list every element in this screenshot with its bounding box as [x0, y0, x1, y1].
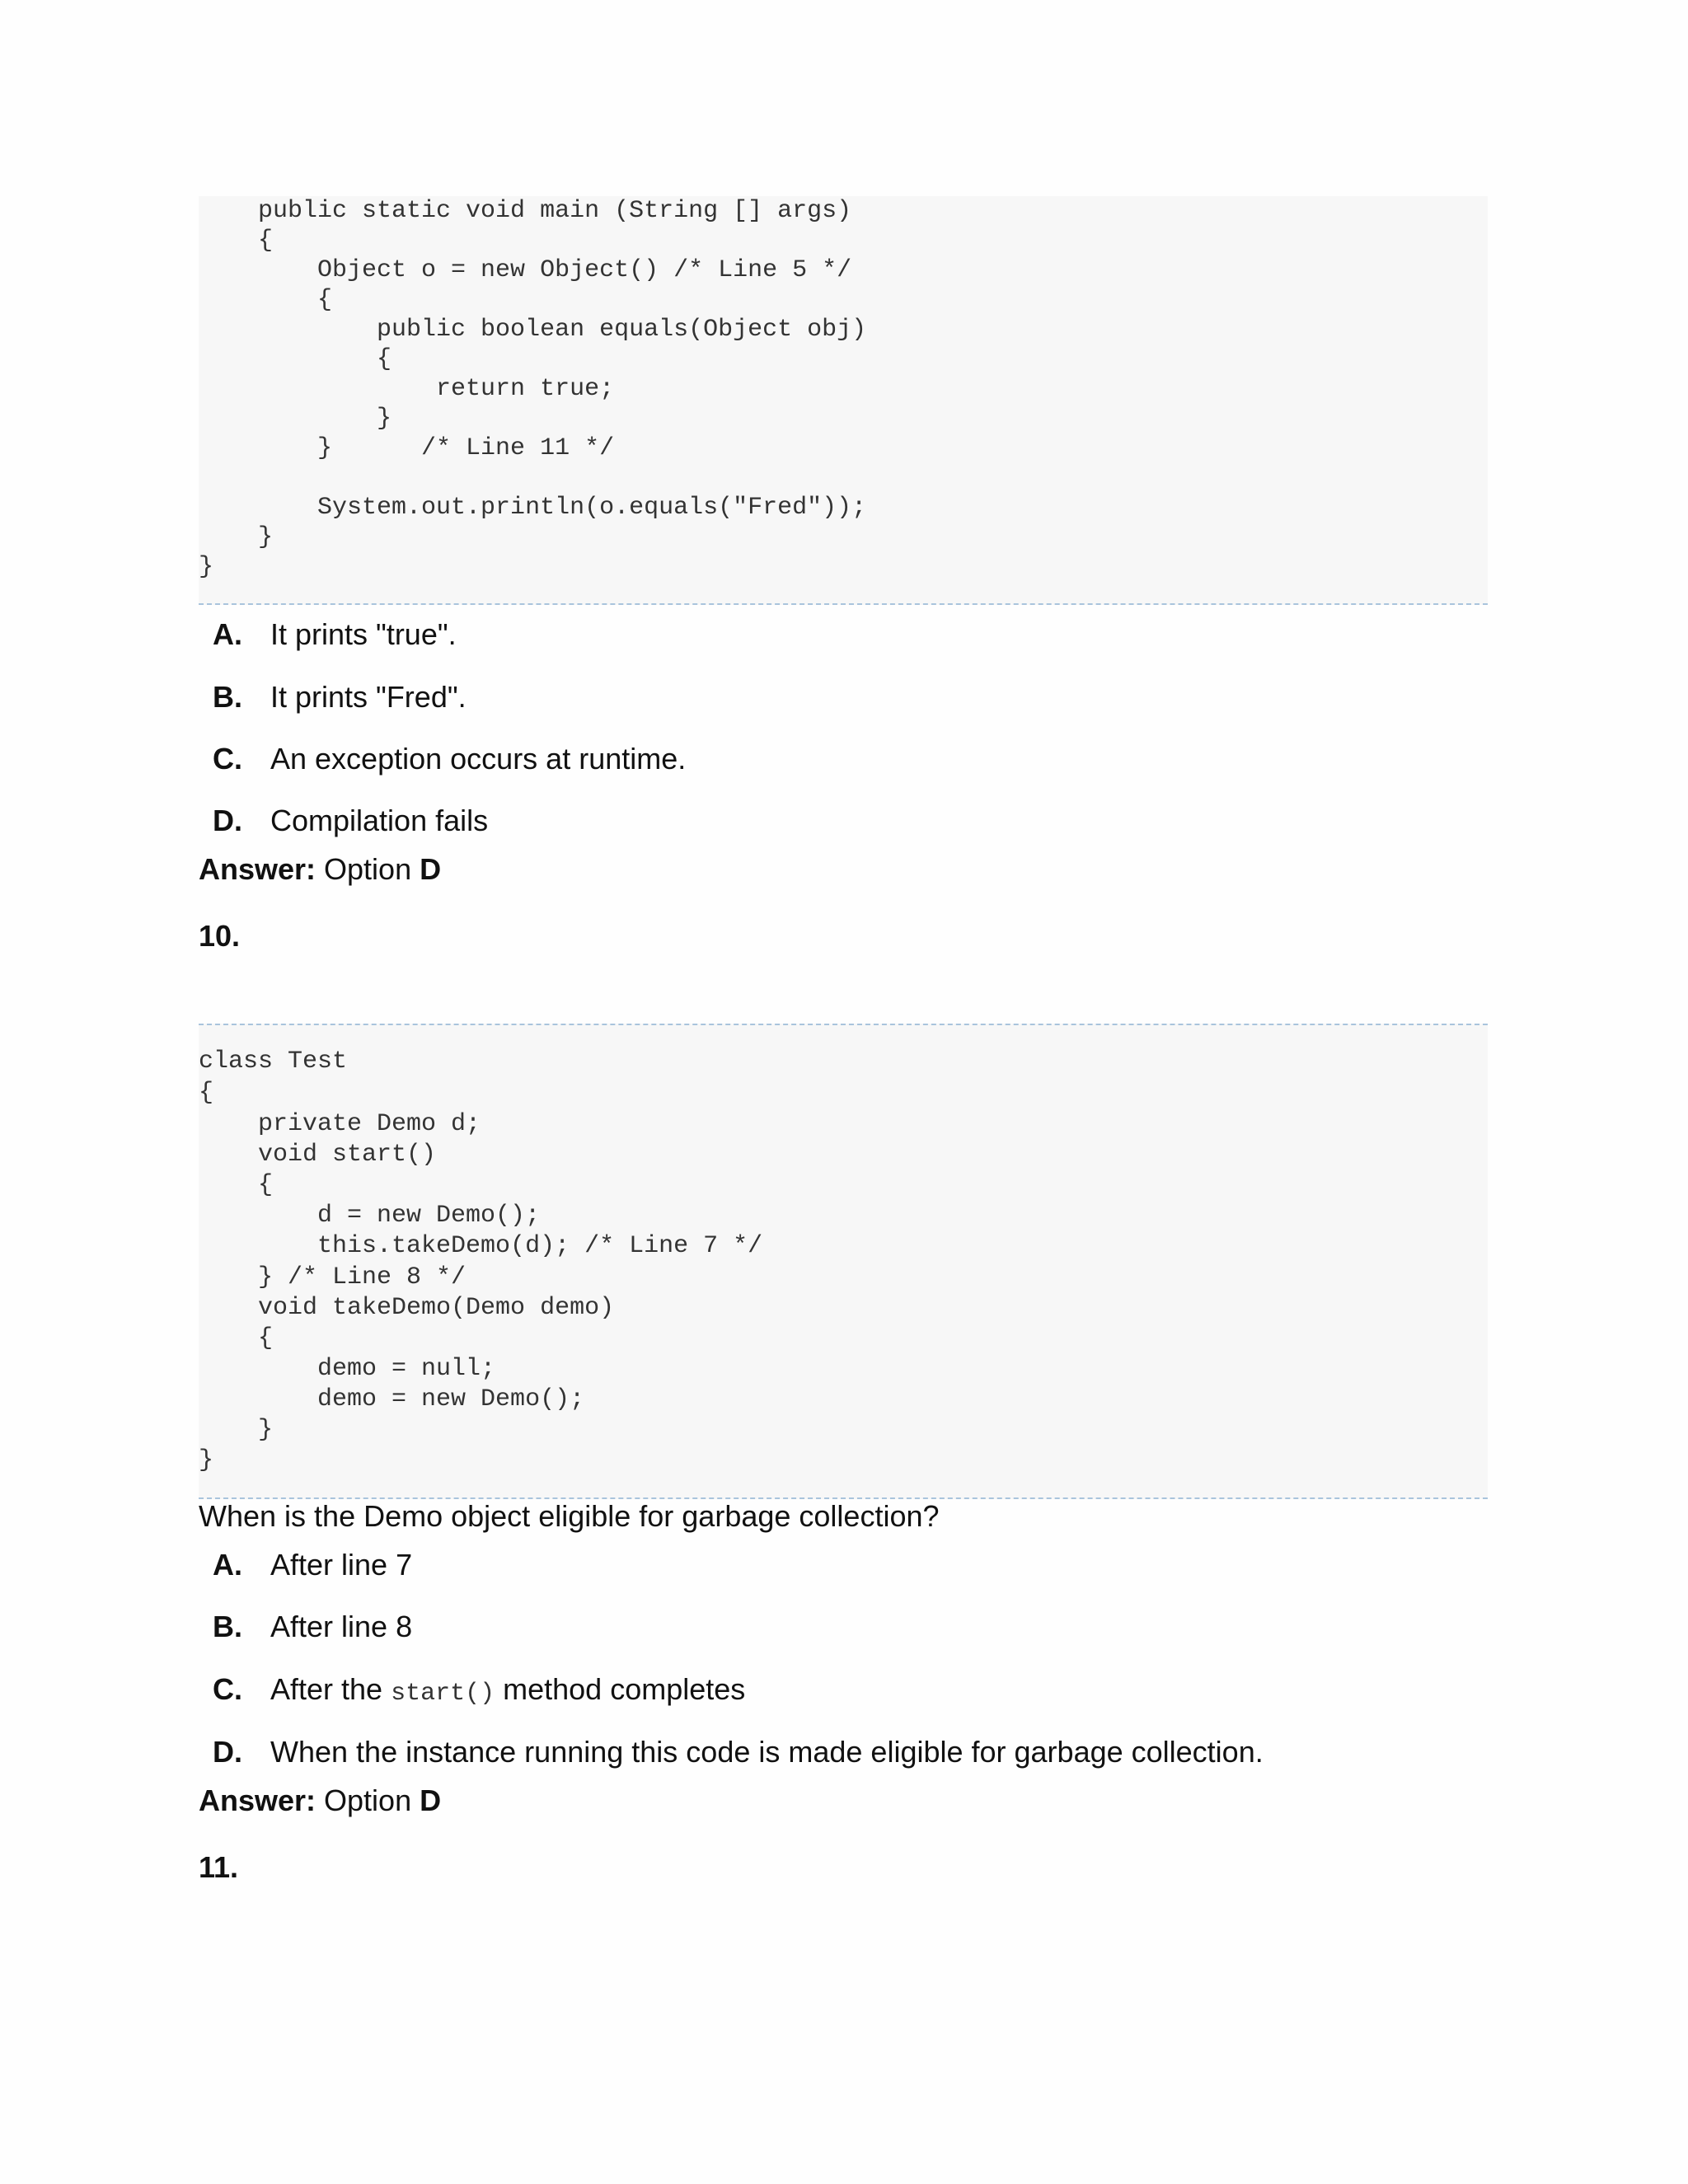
code-line: } [199, 523, 274, 551]
answer-value: D [420, 852, 442, 886]
code-line: } [199, 553, 214, 581]
code-line: public boolean equals(Object obj) [199, 316, 867, 344]
code-line: { [199, 1324, 274, 1352]
option-letter: C. [213, 742, 242, 776]
option-text: After the [270, 1672, 392, 1706]
answer-q9 [199, 851, 441, 888]
answer-label: Answer: [199, 852, 316, 886]
option-d [213, 1734, 1264, 1770]
code-line: void takeDemo(Demo demo) [199, 1294, 615, 1322]
code-line: { [199, 345, 392, 373]
question-number-11: 11. [199, 1850, 239, 1884]
answer-label: Answer: [199, 1783, 316, 1817]
option-text: After line 8 [270, 1610, 413, 1643]
option-a [213, 616, 457, 653]
code-block-q10 [199, 1024, 1488, 1499]
option-c [213, 741, 686, 777]
code-line: System.out.println(o.equals("Fred")); [199, 494, 867, 522]
option-a [213, 1547, 412, 1583]
code-line: } [199, 1416, 274, 1444]
code-line: { [199, 1079, 214, 1107]
option-text: An exception occurs at runtime. [270, 742, 687, 776]
option-letter: C. [213, 1672, 242, 1706]
answer-q10 [199, 1783, 441, 1819]
option-letter: D. [213, 1735, 242, 1769]
option-c [213, 1671, 745, 1712]
option-text: Compilation fails [270, 804, 489, 837]
code-line: } [199, 405, 392, 433]
question-number-10: 10. [199, 919, 241, 953]
option-d [213, 803, 488, 839]
code-line: d = new Demo(); [199, 1202, 541, 1230]
code-line: } /* Line 8 */ [199, 1263, 467, 1291]
answer-text: Option [316, 852, 420, 886]
code-line: return true; [199, 375, 615, 403]
option-text: method completes [495, 1672, 746, 1706]
code-line: void start() [199, 1141, 437, 1169]
code-line: } /* Line 11 */ [199, 434, 615, 462]
code-line: { [199, 227, 274, 255]
code-line: { [199, 286, 333, 314]
code-line: demo = new Demo(); [199, 1385, 585, 1413]
option-letter: D. [213, 804, 242, 837]
code-line: public static void main (String [] args) [199, 197, 852, 225]
option-letter: B. [213, 1610, 242, 1643]
option-letter: A. [213, 1548, 242, 1582]
question-text: When is the Demo object eligible for garbage collection? [199, 1499, 940, 1533]
code-line: demo = null; [199, 1355, 496, 1383]
option-letter: A. [213, 617, 242, 651]
option-letter: B. [213, 680, 242, 714]
option-text: It prints "true". [270, 617, 457, 651]
code-line: this.takeDemo(d); /* Line 7 */ [199, 1232, 763, 1260]
code-line: Object o = new Object() /* Line 5 */ [199, 256, 852, 284]
option-b [213, 679, 467, 715]
code-line: private Demo d; [199, 1110, 481, 1138]
code-line: { [199, 1171, 274, 1199]
code-line: class Test [199, 1047, 348, 1076]
code-line: } [199, 1446, 214, 1474]
option-text: When the instance running this code is made eligible for garbage collection. [270, 1735, 1264, 1769]
option-text: After line 7 [270, 1548, 413, 1582]
code-block-q9 [199, 196, 1488, 605]
option-text: It prints "Fred". [270, 680, 467, 714]
answer-text: Option [316, 1783, 420, 1817]
option-b [213, 1609, 412, 1645]
inline-code: start() [391, 1680, 495, 1708]
answer-value: D [420, 1783, 442, 1817]
